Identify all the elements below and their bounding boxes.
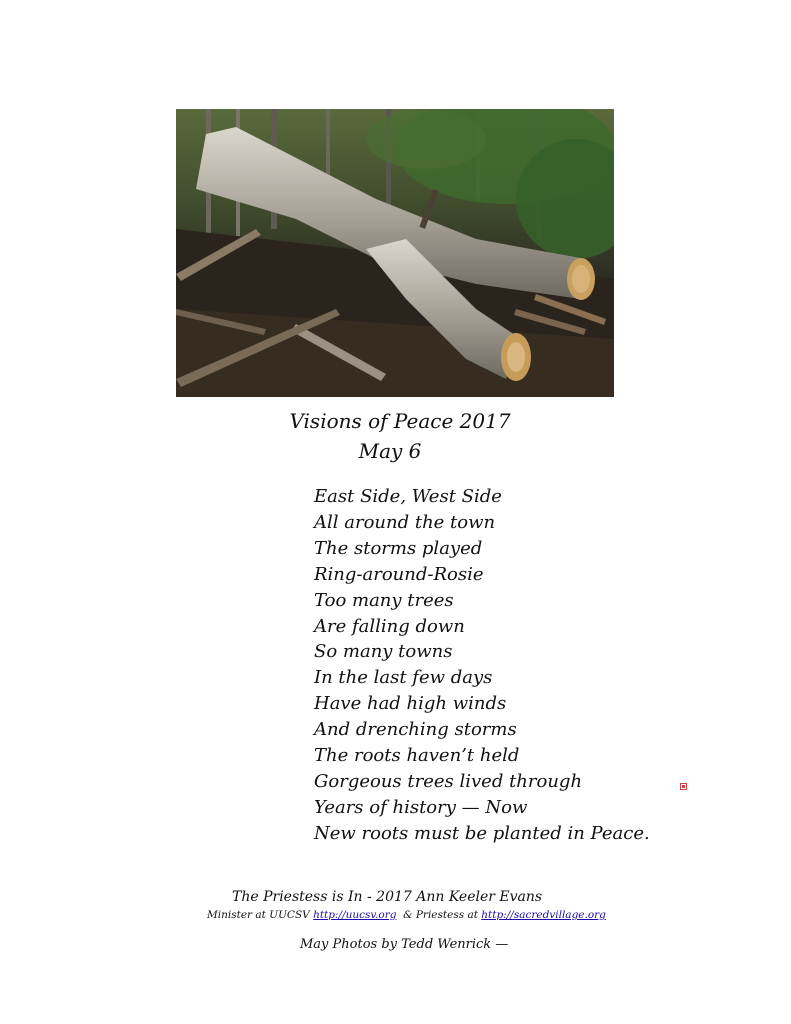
poem-line: Gorgeous trees lived through [314, 770, 583, 792]
poem-line: Have had high winds [314, 693, 507, 715]
minister-line [207, 909, 606, 921]
poem-line: Years of history — Now [314, 796, 528, 818]
poem-line: And drenching storms [314, 719, 517, 741]
poem-line: So many towns [314, 641, 453, 663]
poem-line: Ring-around-Rosie [314, 563, 484, 585]
poem-line: The roots haven’t held [314, 745, 520, 767]
poem-title: Visions of Peace 2017 [289, 409, 511, 433]
photo-credit: May Photos by Tedd Wenrick — [300, 937, 509, 952]
poem-line: East Side, West Side [314, 486, 502, 507]
poem-line: Are falling down [314, 615, 465, 637]
sacredvillage-link[interactable]: http://sacredvillage.org [481, 909, 606, 921]
poem-line: The storms played [314, 537, 483, 559]
fallen-tree-illustration [176, 109, 614, 397]
poem-body [314, 484, 650, 847]
poem-line: Too many trees [314, 589, 454, 611]
author-credit: The Priestess is In - 2017 Ann Keeler Evans [232, 889, 543, 905]
uucsv-link[interactable]: http://uucsv.org [313, 909, 397, 921]
minister-prefix: Minister at UUCSV [207, 909, 314, 921]
poem-date: May 6 [358, 439, 422, 463]
poem-line: In the last few days [314, 667, 493, 689]
poem-line: All around the town [314, 511, 496, 533]
poem-line: New roots must be planted in Peace. [314, 822, 650, 844]
priestess-text: & Priestess at [396, 909, 482, 921]
fallen-tree-photo [176, 109, 614, 397]
broken-image-icon [680, 783, 687, 790]
